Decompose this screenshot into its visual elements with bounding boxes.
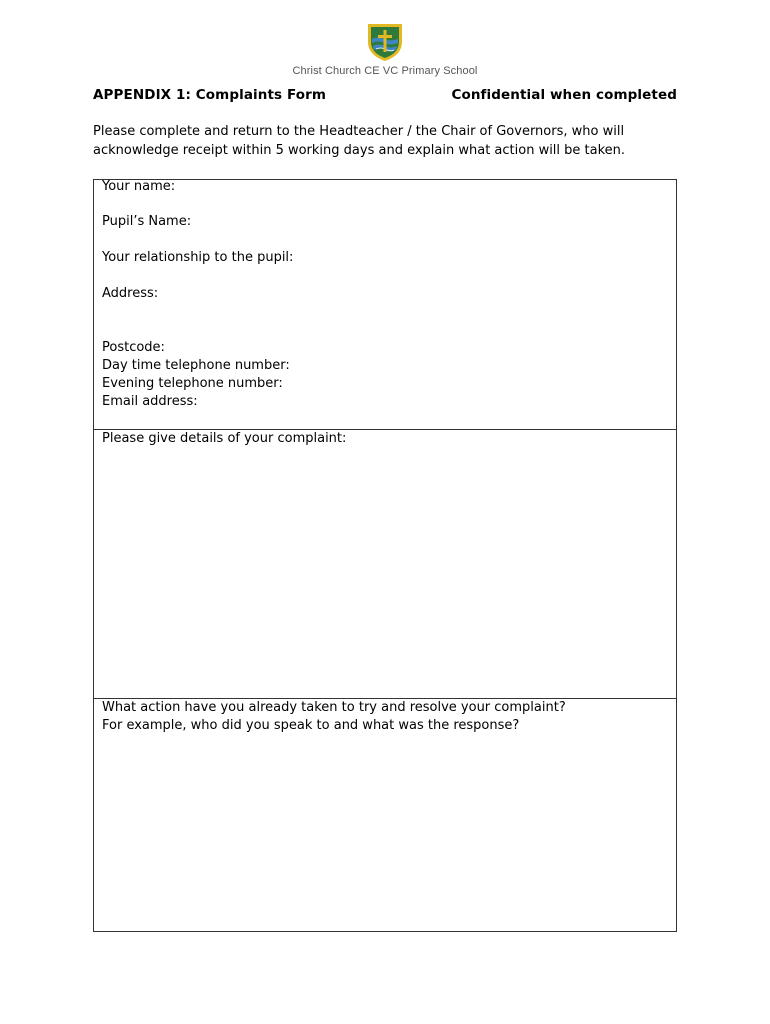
your-name-label: Your name: — [102, 179, 176, 194]
intro-line-1: Please complete and return to the Headteacher / the Chair of Governors, who will — [93, 124, 625, 139]
form-title: APPENDIX 1: Complaints Form — [93, 87, 327, 103]
action-taken-section[interactable] — [94, 699, 676, 931]
school-name: Christ Church CE VC Primary School — [292, 65, 478, 77]
postcode-label: Postcode: — [102, 340, 165, 355]
confidential-notice: Confidential when completed — [451, 87, 677, 103]
intro-instructions — [93, 122, 693, 160]
day-phone-label: Day time telephone number: — [102, 358, 290, 373]
pupil-name-label: Pupil’s Name: — [102, 214, 192, 229]
form-header — [93, 87, 677, 103]
school-logo — [0, 22, 770, 77]
contact-details-section[interactable] — [94, 180, 676, 430]
intro-line-2: acknowledge receipt within 5 working days and explain what action will be taken. — [93, 143, 626, 158]
action-taken-line-2: For example, who did you speak to and what was the response? — [102, 718, 520, 733]
complaint-details-label: Please give details of your complaint: — [102, 431, 347, 446]
complaints-form — [93, 179, 677, 932]
evening-phone-label: Evening telephone number: — [102, 376, 283, 391]
complaint-details-section[interactable] — [94, 430, 676, 699]
address-label: Address: — [102, 286, 159, 301]
relationship-label: Your relationship to the pupil: — [102, 250, 294, 265]
action-taken-line-1: What action have you already taken to try and resolve your complaint? — [102, 700, 566, 715]
action-taken-label — [102, 699, 566, 735]
email-label: Email address: — [102, 394, 198, 409]
school-crest-shield-icon — [362, 22, 408, 62]
